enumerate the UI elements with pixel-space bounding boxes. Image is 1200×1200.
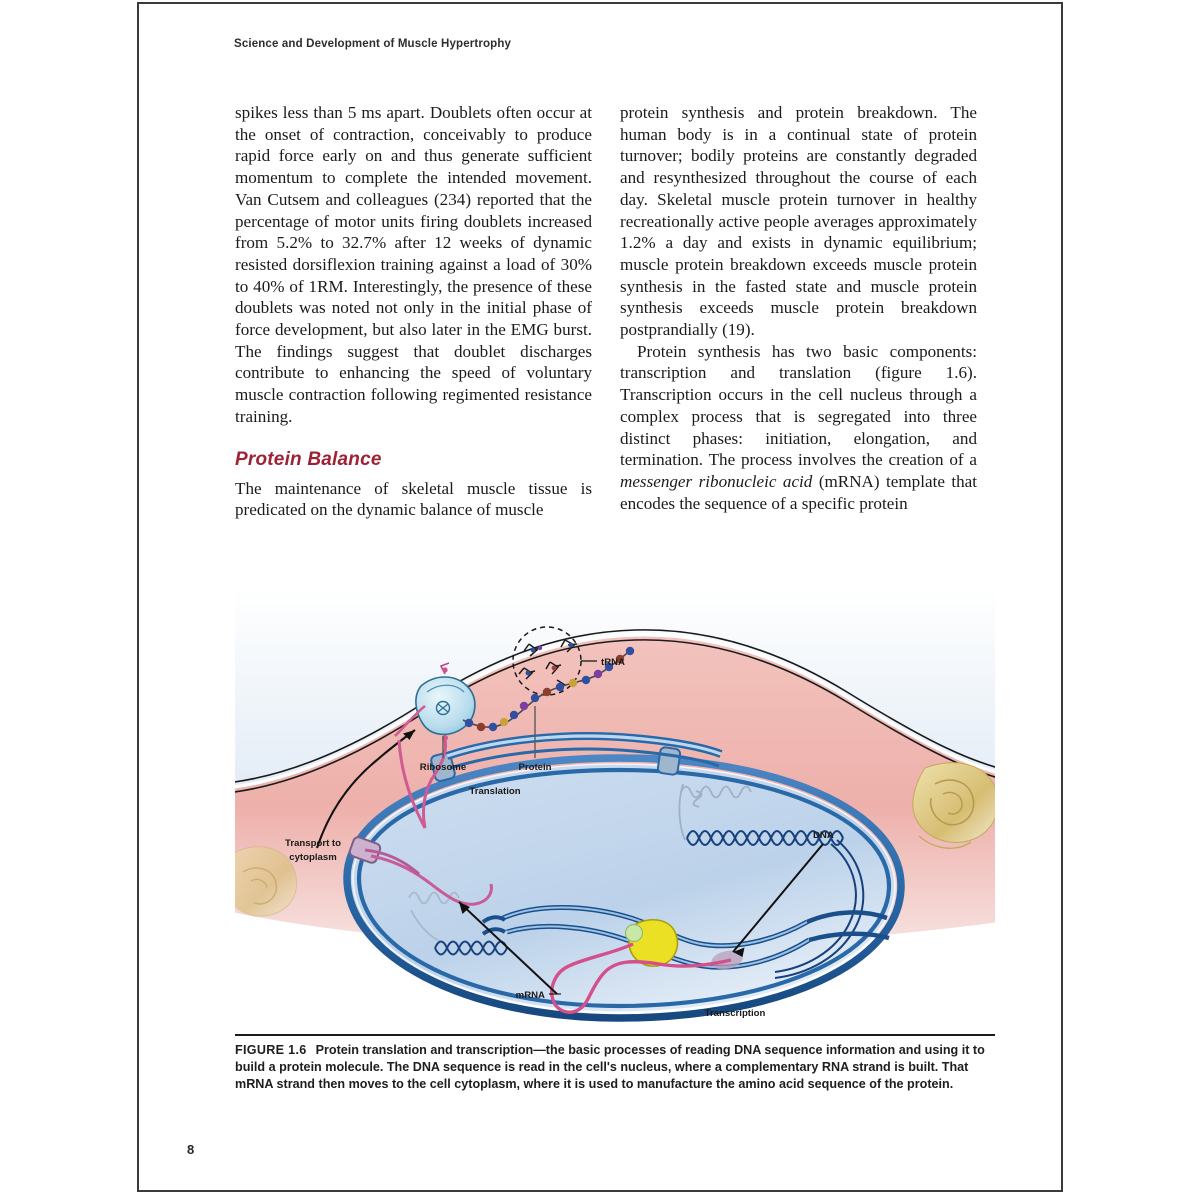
figure-label-transport-line2: cytoplasm — [289, 852, 337, 863]
text-columns — [235, 102, 977, 521]
polymerase-subunit — [626, 925, 643, 942]
figure-label-dna: DNA — [813, 830, 834, 841]
figure-number: FIGURE 1.6 — [235, 1043, 307, 1057]
right-paragraph-2 — [620, 341, 977, 515]
running-head: Science and Development of Muscle Hypertrophy — [234, 38, 512, 50]
right-paragraph-1: protein synthesis and protein breakdown. The human body is in a continual state of protein turnover; bodily proteins are constantly degraded and resynthesized throughout the course of each day. Skeletal muscle protein turnover in healthy recreationally active people averages approximately 1.2% a day and exists in dynamic equilibrium; muscle protein breakdown exceeds muscle protein synthesis in the fasted state and muscle protein synthesis exceeds muscle protein breakdown postprandially (19). — [620, 103, 977, 340]
figure-caption — [235, 1042, 997, 1094]
left-paragraph-1: spikes less than 5 ms apart. Doublets often occur at the onset of contraction, conceivably to produce rapid force early on and thus generate sufficient momentum to complete the intended movement. Van Cutsem and colleagues (234) reported that the percentage of motor units firing doublets increased from 5.2% to 32.7% after 12 weeks of dynamic resisted dorsiflexion training against a load of 30% to 40% of 1RM. Interestingly, the presence of these doublets was noted not only in the initial phase of force development, but also later in the EMG burst. The findings suggest that doublet discharges contribute to enhancing the speed of voluntary muscle contraction following regimented resistance training. — [235, 103, 592, 426]
figure-1-6 — [235, 588, 995, 1038]
figure-label-ribosome: Ribosome — [419, 762, 467, 773]
figure-caption-text: Protein translation and transcription—the basic processes of reading DNA sequence information and using it to build a protein molecule. The DNA sequence is read in the cell's nucleus, where a complementary RNA strand is built. That mRNA strand then moves to the cell cytoplasm, where it is used to manufacture the amino acid sequence of the protein. — [235, 1043, 985, 1092]
caption-divider — [235, 1034, 995, 1036]
figure-label-transcription: Transcription — [704, 1008, 766, 1019]
figure-label-protein: Protein — [518, 762, 552, 773]
left-paragraph-2: The maintenance of skeletal muscle tissue is predicated on the dynamic balance of muscle — [235, 478, 592, 520]
figure-label-trna: tRNA — [601, 657, 625, 668]
section-heading-protein-balance: Protein Balance — [235, 448, 382, 470]
right-paragraph-2-part1: Protein synthesis has two basic components: transcription and translation (figure 1.6). Transcription occurs in the cell nucleus through a complex process that is segregated into three distinct phases: initiation, elongation, and termination. The process involves the creation of a — [620, 341, 977, 470]
figure-illustration — [235, 588, 995, 1033]
book-page — [137, 2, 1063, 1192]
trna-anticodon — [442, 667, 447, 672]
figure-label-transport-line1: Transport to — [285, 838, 341, 849]
page-number: 8 — [187, 1142, 195, 1157]
figure-label-mrna: mRNA — [515, 990, 545, 1001]
right-column — [620, 102, 977, 521]
right-paragraph-2-part2: (mRNA) template that encodes the sequence of a specific protein — [620, 471, 977, 513]
figure-label-translation: Translation — [469, 786, 521, 797]
right-paragraph-2-italic-term: messenger ribonucleic acid — [620, 471, 813, 491]
nuclear-pore-top-right — [657, 747, 680, 776]
left-column — [235, 102, 592, 521]
